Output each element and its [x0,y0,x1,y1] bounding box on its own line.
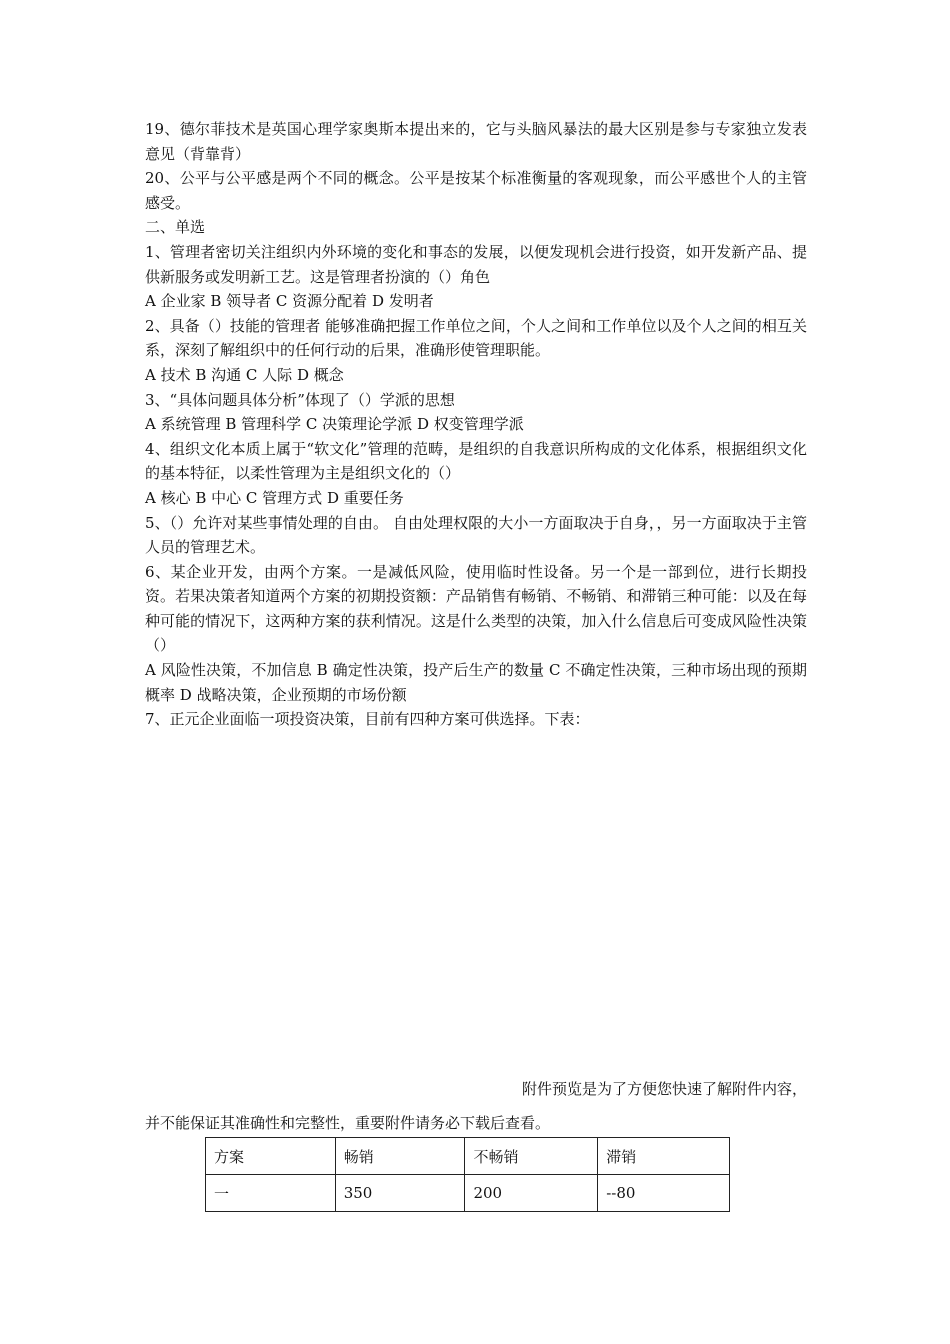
question-1-options: A 企业家 B 领导者 C 资源分配着 D 发明者 [145,292,434,311]
question-2: 2、具备（）技能的管理者 能够准确把握工作单位之间，个人之间和工作单位以及个人之间的相互关系，深刻了解组织中的任何行动的后果，准确形使管理职能。 [145,316,807,360]
paragraph-q19: 19、德尔菲技术是英国心理学家奥斯本提出来的，它与头脑风暴法的最大区别是参与专家独立发表意见（背靠背） [145,120,807,163]
question-1: 1、管理者密切关注组织内外环境的变化和事态的发展，以便发现机会进行投资，如开发新产品、提供新服务或发明新工艺。这是管理者扮演的（）角色 [145,242,807,286]
question-5: 5、（）允许对某些事情处理的自由。 自由处理权限的大小一方面取决于自身，，另一方面取决于主管人员的管理艺术。 [145,513,807,557]
preview-notice-line-2: 并不能保证其准确性和完整性，重要附件请务必下载后查看。 [145,1114,551,1132]
table-cell-unsalable: --80 [598,1175,730,1212]
preview-notice-line-1: 附件预览是为了方便您快速了解附件内容， [521,1080,807,1098]
question-4: 4、组织文化本质上属于“软文化”管理的范畴，是组织的自我意识所构成的文化体系，根据组织文化的基本特征，以柔性管理为主是组织文化的（） [145,439,807,483]
table-header-not-bestselling: 不畅销 [465,1138,598,1175]
table-header-row [206,1138,730,1175]
investment-table [205,1137,730,1212]
question-6-options: A 风险性决策，不加信息 B 确定性决策，投产后生产的数量 C 不确定性决策，三种市场出现的预期概率 D 战略决策，企业预期的市场份额 [145,661,807,704]
question-4-options: A 核心 B 中心 C 管理方式 D 重要任务 [145,488,404,507]
table-header-plan: 方案 [206,1138,336,1175]
table-cell-not-bestselling: 200 [465,1175,598,1212]
table-cell-bestselling: 350 [335,1175,465,1212]
question-2-options: A 技术 B 沟通 C 人际 D 概念 [145,365,344,384]
document-body [145,117,807,732]
paragraph-q20: 20、公平与公平感是两个不同的概念。公平是按某个标准衡量的客观现象，而公平感世个人的主管感受。 [145,169,807,212]
question-7: 7、正元企业面临一项投资决策，目前有四种方案可供选择。下表： [145,710,590,729]
section-heading-single-choice: 二、单选 [145,218,206,237]
table-cell-plan: 一 [206,1175,336,1212]
question-6: 6、某企业开发，由两个方案。一是减低风险，使用临时性设备。另一个是一部到位，进行长期投资。若果决策者知道两个方案的初期投资额：产品销售有畅销、不畅销、和滞销三种可能：以及在每种可能的情况下，这两种方案的获利情况。这是什么类型的决策，加入什么信息后可变成风险性决策（） [145,562,807,655]
table-header-bestselling: 畅销 [335,1138,465,1175]
question-3-options: A 系统管理 B 管理科学 C 决策理论学派 D 权变管理学派 [145,415,524,434]
question-3: 3、“具体问题具体分析”体现了（）学派的思想 [145,390,455,409]
table-header-unsalable: 滞销 [598,1138,730,1175]
table-row [206,1175,730,1212]
